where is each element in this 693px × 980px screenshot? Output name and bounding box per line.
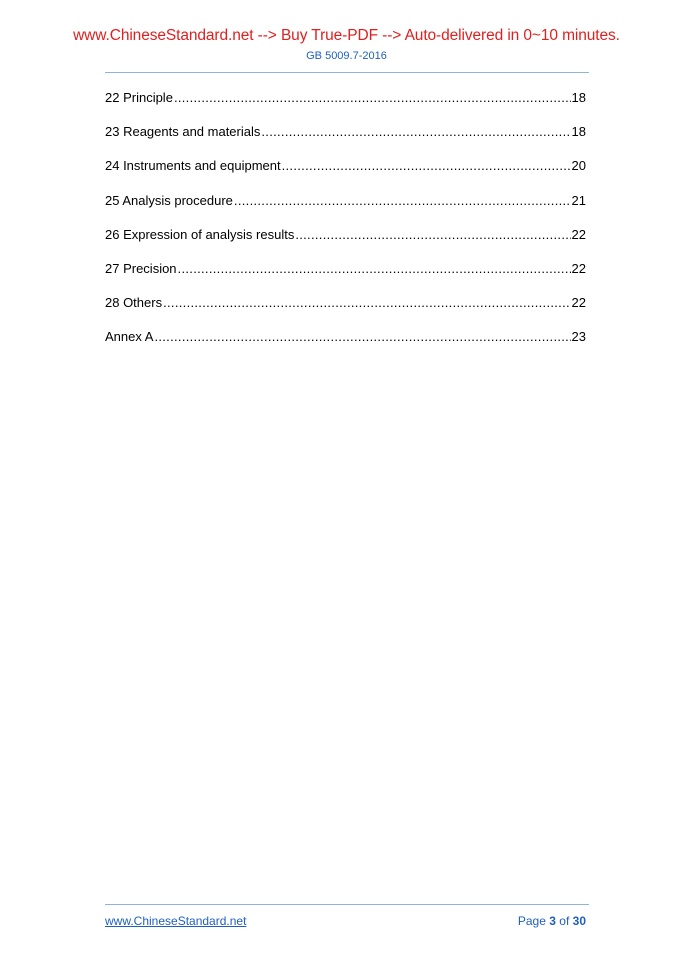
toc-entry-page: 21 [571, 192, 586, 208]
toc-dot-leader [178, 261, 571, 276]
toc-entry-page: 23 [571, 329, 586, 345]
toc-entry-title: Annex A [105, 329, 154, 345]
toc-dot-leader [163, 295, 570, 310]
toc-entry-page: 22 [571, 295, 586, 311]
toc-dot-leader [282, 158, 571, 173]
toc-entry-24-instruments[interactable] [105, 158, 586, 192]
toc-entry-page: 22 [571, 260, 586, 276]
page-prefix: Page [517, 914, 546, 928]
header-divider [105, 72, 589, 73]
page-total: 30 [572, 914, 586, 928]
toc-entry-title: 22 Principle [105, 90, 173, 105]
page-number [518, 914, 586, 928]
footer-divider [105, 904, 589, 905]
toc-entry-title: 26 Expression of analysis results [105, 226, 295, 242]
toc-entry-page: 20 [571, 158, 586, 174]
toc-dot-leader [295, 227, 570, 242]
toc-entry-title: 25 Analysis procedure [105, 192, 233, 208]
toc-dot-leader [234, 193, 571, 208]
toc-entry-page: 22 [571, 226, 586, 242]
toc-entry-27-precision[interactable] [105, 261, 586, 295]
toc-entry-annex-a[interactable] [105, 329, 586, 363]
toc-entry-26-results[interactable] [105, 227, 586, 261]
toc-entry-page: 18 [571, 124, 586, 140]
toc-entry-22-principle[interactable] [105, 90, 586, 124]
footer-website-link[interactable]: www.ChineseStandard.net [105, 914, 247, 928]
toc-entry-28-others[interactable] [105, 295, 586, 329]
toc-entry-title: 24 Instruments and equipment [105, 158, 281, 174]
promo-banner[interactable]: www.ChineseStandard.net --> Buy True-PDF --> Auto-delivered in 0~10 minutes. [73, 27, 620, 44]
toc-entry-title: 27 Precision [105, 260, 177, 276]
toc-entry-page: 18 [571, 90, 586, 105]
page-of: of [559, 914, 570, 928]
toc-entry-25-procedure[interactable] [105, 193, 586, 227]
standard-id: GB 5009.7-2016 [306, 50, 387, 62]
toc-dot-leader [261, 124, 570, 139]
table-of-contents [105, 90, 586, 364]
toc-dot-leader [174, 90, 571, 105]
toc-entry-title: 23 Reagents and materials [105, 124, 261, 140]
page-current: 3 [549, 914, 556, 928]
toc-dot-leader [154, 329, 570, 344]
toc-entry-title: 28 Others [105, 295, 163, 311]
toc-entry-23-reagents[interactable] [105, 124, 586, 158]
